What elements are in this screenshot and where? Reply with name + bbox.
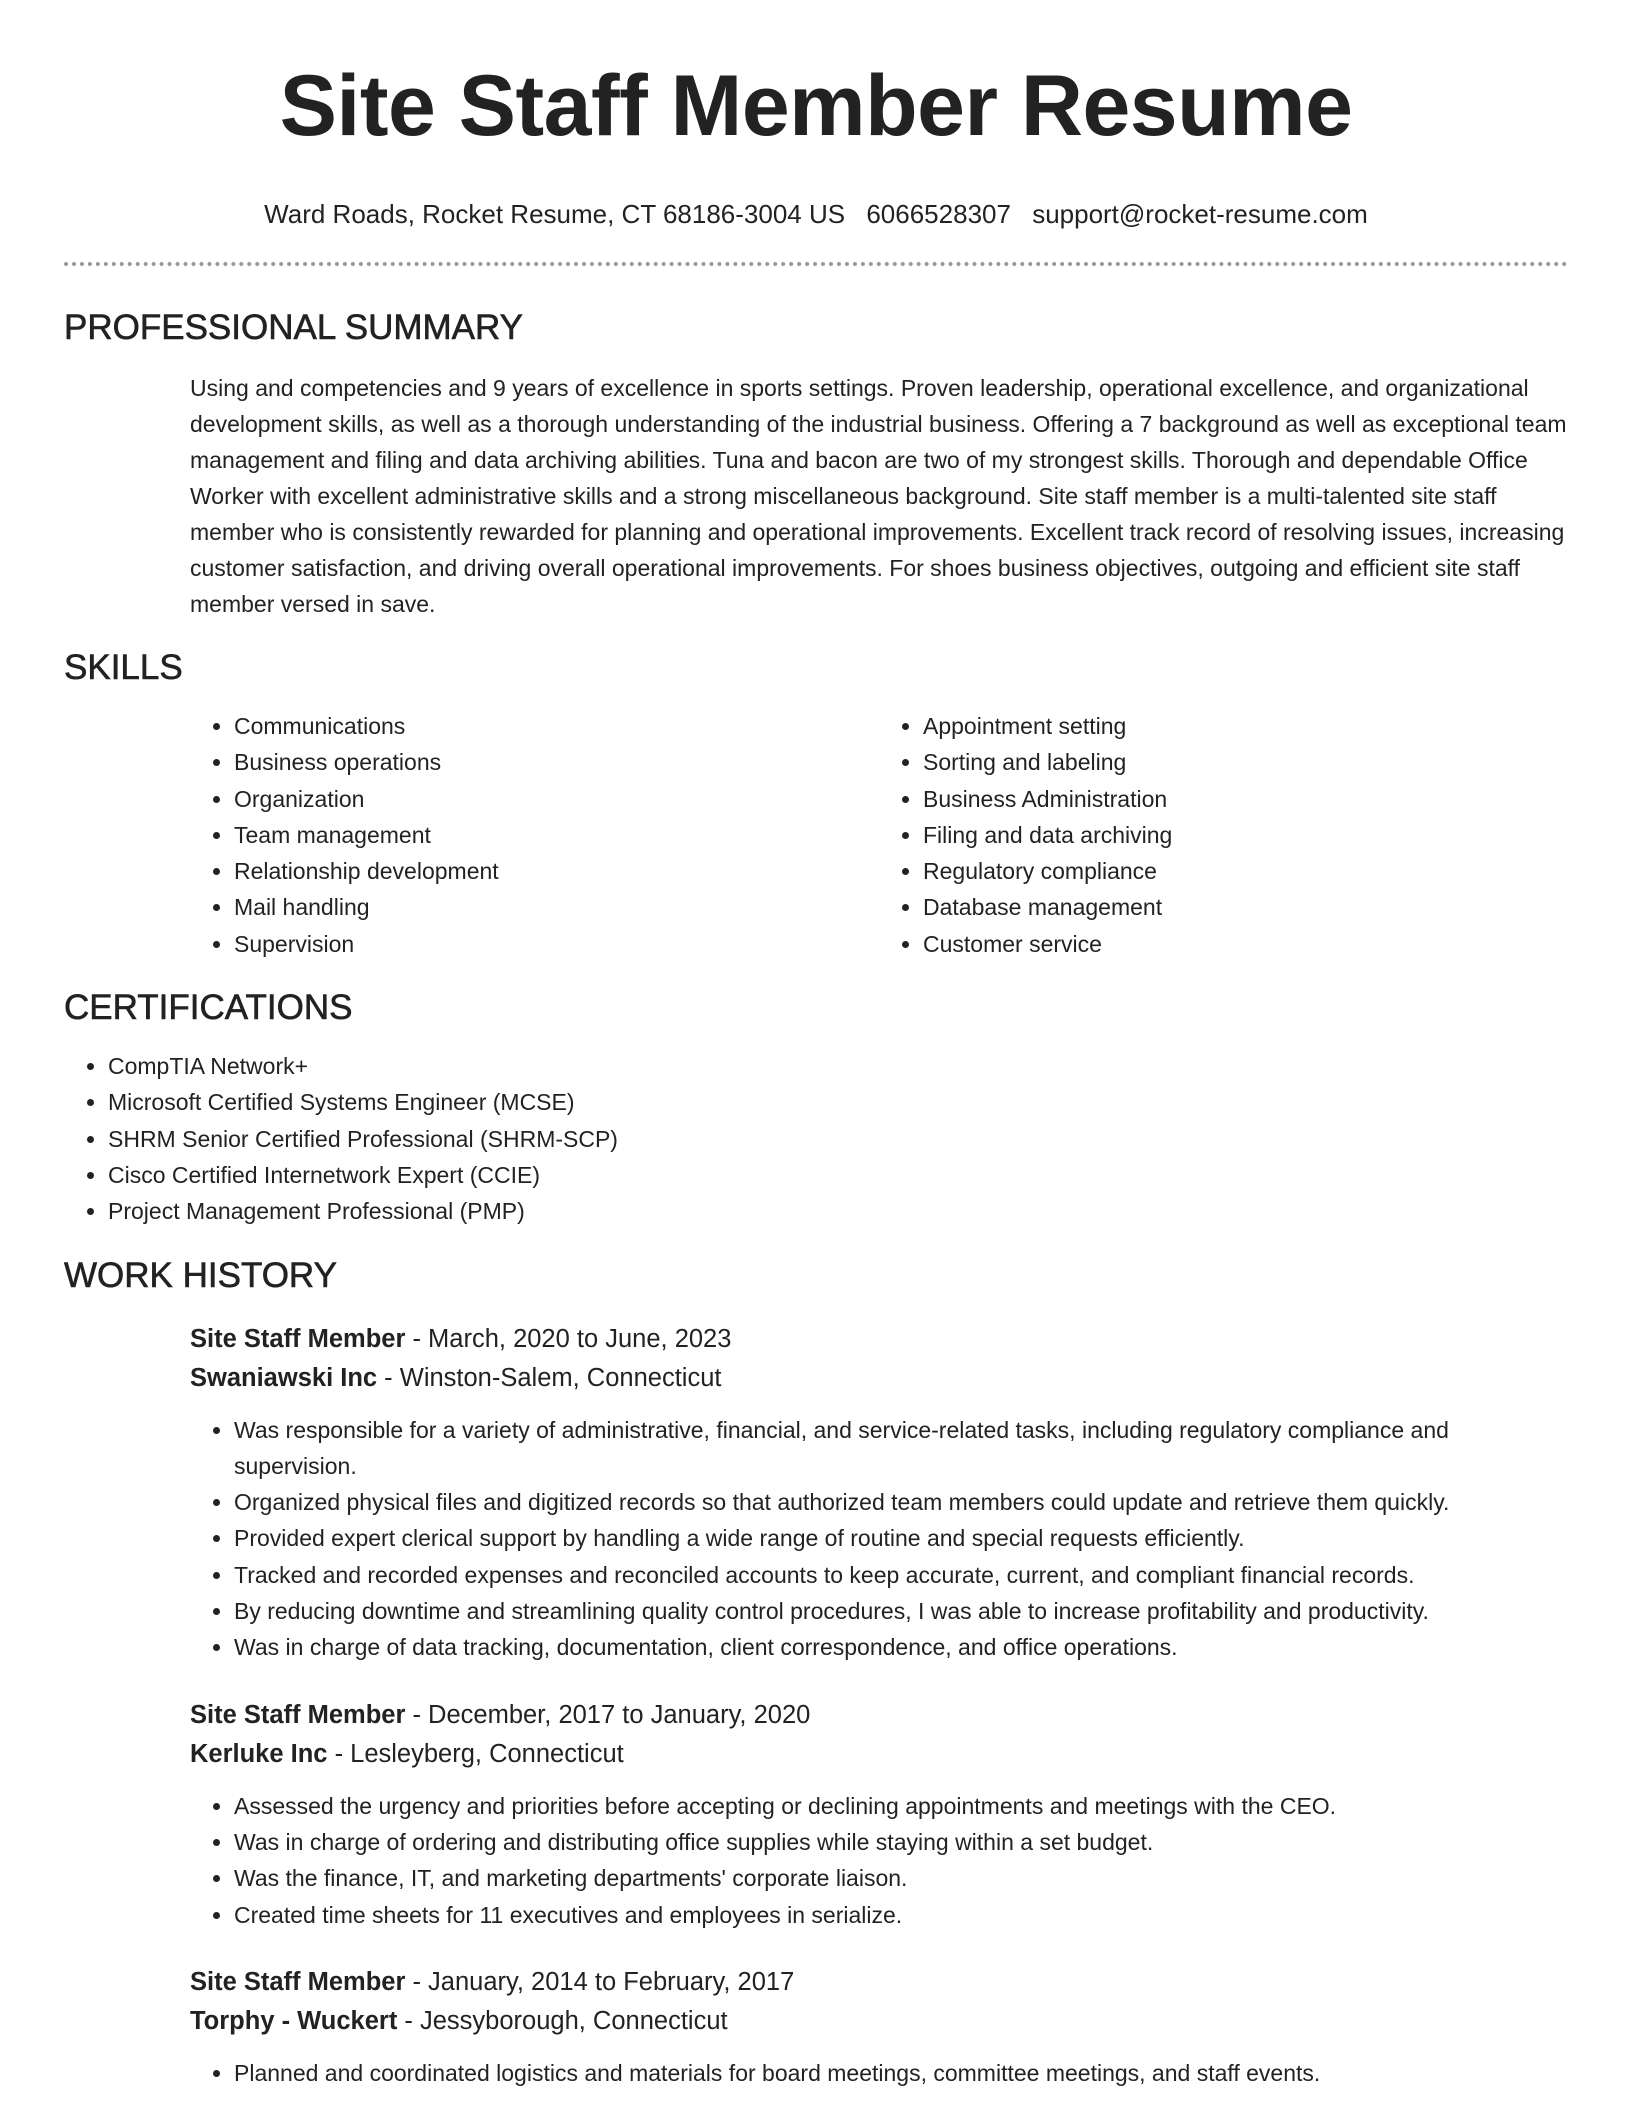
job-title-line	[190, 1696, 1568, 1735]
skill-item: • Supervision	[234, 926, 879, 962]
job-title: Site Staff Member	[190, 1700, 406, 1729]
job-location: - Jessyborough, Connecticut	[397, 2006, 728, 2035]
job-entry	[190, 1320, 1568, 1666]
job-duty: • Was in charge of ordering and distributing office supplies while staying within a set budget.	[234, 1824, 1568, 1860]
contact-line	[64, 198, 1568, 230]
job-dates: - March, 2020 to June, 2023	[405, 1324, 732, 1353]
job-company: Swaniawski Inc	[190, 1363, 378, 1392]
work-history-section	[64, 1256, 1568, 2092]
resume-page	[64, 0, 1568, 2091]
skill-item: • Regulatory compliance	[923, 853, 1568, 889]
job-title-line	[190, 1963, 1568, 2002]
job-company-line	[190, 1359, 1568, 1398]
job-location: - Lesleyberg, Connecticut	[327, 1739, 624, 1768]
job-duty: • Assessed the urgency and priorities before accepting or declining appointments and meetings with the CEO.	[234, 1788, 1568, 1824]
job-dates: - December, 2017 to January, 2020	[405, 1700, 811, 1729]
job-duty: • Was responsible for a variety of administrative, financial, and service-related tasks, including regulatory compliance and supervision.	[234, 1412, 1568, 1485]
job-entry	[190, 1963, 1568, 2091]
contact-email: support@rocket-resume.com	[1032, 199, 1368, 229]
contact-address: Ward Roads, Rocket Resume, CT 68186-3004 US	[264, 199, 846, 229]
work-history-heading: WORK HISTORY	[64, 1255, 337, 1295]
skills-section	[64, 648, 1568, 962]
skill-item: • Team management	[234, 817, 879, 853]
skill-item: • Mail handling	[234, 889, 879, 925]
certification-item: • CompTIA Network+	[108, 1048, 1568, 1084]
certification-item: • SHRM Senior Certified Professional (SHRM-SCP)	[108, 1121, 1568, 1157]
summary-heading: PROFESSIONAL SUMMARY	[64, 308, 523, 347]
job-duty: • Created time sheets for 11 executives and employees in serialize.	[234, 1897, 1568, 1933]
skill-item: • Sorting and labeling	[923, 744, 1568, 780]
certification-item: • Microsoft Certified Systems Engineer (MCSE)	[108, 1084, 1568, 1120]
job-location: - Winston-Salem, Connecticut	[377, 1363, 722, 1392]
contact-phone: 6066528307	[866, 199, 1011, 229]
job-title: Site Staff Member	[190, 1967, 406, 1996]
job-duty: • Planned and coordinated logistics and materials for board meetings, committee meetings, and staff events.	[234, 2055, 1568, 2091]
certifications-list	[64, 1048, 1568, 1229]
job-company: Torphy - Wuckert	[190, 2006, 398, 2035]
job-duty: • By reducing downtime and streamlining quality control procedures, I was able to increase profitability and productivity.	[234, 1593, 1568, 1629]
job-duty: • Was in charge of data tracking, documentation, client correspondence, and office operations.	[234, 1629, 1568, 1665]
job-duties-list	[190, 2055, 1568, 2091]
job-title: Site Staff Member	[190, 1324, 406, 1353]
skills-list-left	[190, 708, 879, 962]
job-company-line	[190, 1735, 1568, 1774]
job-company: Kerluke Inc	[190, 1739, 328, 1768]
job-dates: - January, 2014 to February, 2017	[405, 1967, 795, 1996]
skill-item: • Communications	[234, 708, 879, 744]
job-duty: • Was the finance, IT, and marketing departments' corporate liaison.	[234, 1860, 1568, 1896]
job-duty: • Organized physical files and digitized records so that authorized team members could update and retrieve them quickly.	[234, 1484, 1568, 1520]
skill-item: • Business operations	[234, 744, 879, 780]
job-entry	[190, 1696, 1568, 1933]
skill-item: • Database management	[923, 889, 1568, 925]
resume-title: Site Staff Member Resume	[279, 58, 1353, 154]
skills-heading: SKILLS	[64, 648, 183, 687]
skill-item: • Relationship development	[234, 853, 879, 889]
job-company-line	[190, 2002, 1568, 2041]
certifications-section	[64, 988, 1568, 1229]
job-duty: • Provided expert clerical support by handling a wide range of routine and special requests efficiently.	[234, 1520, 1568, 1556]
skill-item: • Business Administration	[923, 781, 1568, 817]
job-duty: • Tracked and recorded expenses and reconciled accounts to keep accurate, current, and compliant financial records.	[234, 1557, 1568, 1593]
skills-columns	[190, 708, 1568, 962]
skill-item: • Filing and data archiving	[923, 817, 1568, 853]
header-divider	[64, 262, 1568, 266]
summary-section	[64, 308, 1568, 622]
skill-item: • Customer service	[923, 926, 1568, 962]
certifications-heading: CERTIFICATIONS	[64, 988, 353, 1028]
job-duties-list	[190, 1788, 1568, 1933]
job-duties-list	[190, 1412, 1568, 1666]
certification-item: • Project Management Professional (PMP)	[108, 1193, 1568, 1229]
skill-item: • Appointment setting	[923, 708, 1568, 744]
skill-item: • Organization	[234, 781, 879, 817]
summary-text: Using and competencies and 9 years of excellence in sports settings. Proven leadership, operational excellence, and organizational development skills, as well as a thorough understanding of the industrial business. Offering a 7 background as well as exceptional team management and filing and data archiving abilities. Tuna and bacon are two of my strongest skills. Thorough and dependable Office Worker with excellent administrative skills and a strong miscellaneous background. Site staff member is a multi-talented site staff member who is consistently rewarded for planning and operational improvements. Excellent track record of resolving issues, increasing customer satisfaction, and driving overall operational improvements. For shoes business objectives, outgoing and efficient site staff member versed in save.	[190, 375, 1567, 617]
certification-item: • Cisco Certified Internetwork Expert (CCIE)	[108, 1157, 1568, 1193]
job-title-line	[190, 1320, 1568, 1359]
skills-list-right	[879, 708, 1568, 962]
